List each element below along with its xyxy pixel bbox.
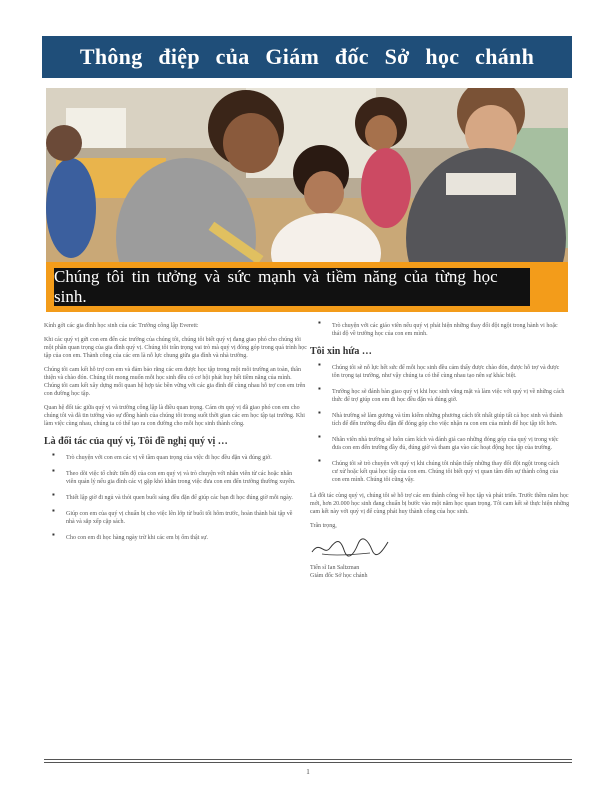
list-item [310,318,572,338]
list-item-text: Giúp con em của quý vị chuẩn bị cho việc lên lớp từ buổi tối hôm trước, hoàn thành bài tập về nhà và sắp xếp cặp sách. [66,511,293,525]
promise-list [310,360,572,484]
list-item [44,490,308,502]
list-item [310,432,572,452]
partner-list-continued [310,318,572,338]
list-item [310,456,572,484]
bullet-icon: ▪ [52,506,55,515]
greeting: Kính gởi các gia đình học sinh của các Trường công lập Everett: [44,323,199,329]
photo-caption: Chúng tôi tin tưởng và sức mạnh và tiềm năng của từng học sinh. [54,267,498,306]
list-item [44,506,308,526]
bullet-icon: ▪ [318,318,321,327]
bullet-icon: ▪ [318,432,321,441]
list-item [310,360,572,380]
closing-paragraph: Là đối tác cùng quý vị, chúng tôi sẽ hỗ trợ các em thành công về học tập và phát triển. Trước thềm năm học mới, hơn 20.000 học sinh đang chuẩn bị bước vào một năm học quan trọng. Tôi cam kết sẽ thực hiện những cam kết này với quý vị để cùng phát huy thành công của học sinh. [310,493,570,515]
paragraph: Chúng tôi cam kết hỗ trợ con em và đảm bảo rằng các em được học tập trong một môi trường an toàn, thân thiện và chào đón. Chúng tôi mong muốn mỗi học sinh đều có cơ hội phát huy hết tiềm năng của mình. Chúng tôi cam kết xây dựng mối quan hệ hợp tác bền vững với các gia đình để cùng nhau hỗ trợ con em trên con đường học tập. [44,367,306,397]
bullet-icon: ▪ [52,490,55,499]
list-item-text: Nhân viên nhà trường sẽ luôn cảm kích và đánh giá cao những đóng góp của quý vị trong việc đưa con em đến trường đầy đủ, đúng giờ và tham gia vào các hoạt động học tập của trường. [332,437,559,451]
footer-divider [44,759,572,760]
signature-block [310,522,572,580]
list-item-text: Chúng tôi sẽ nỗ lực hết sức để mỗi học sinh đều cảm thấy được chào đón, được hỗ trợ và được tôn trọng tại trường, như vậy chúng ta có thể cùng nhau tạo nên sự khác biệt. [332,365,560,379]
signer-name: Tiến sĩ Ian Saltzman [310,565,360,571]
list-item-text: Nhà trường sẽ làm gương và tìm kiếm những phương cách tốt nhất giúp tất cả học sinh và thành tích để đến trường đều đặn để đóng góp cho việc nhận ra con em của mình để học tập tốt hơn. [332,413,563,427]
list-item-text: Thiết lập giờ đi ngủ và thói quen buổi sáng đều đặn để giúp các bạn đi học đúng giờ mỗi ngày. [66,495,293,501]
bullet-icon: ▪ [52,450,55,459]
list-item [44,450,308,462]
partner-heading: Là đối tác của quý vị, Tôi đề nghị quý vị … [44,436,228,447]
page-number: 1 [306,768,310,776]
list-item-text: Trò chuyện với con em các vị về tầm quan trọng của việc đi học đều đặn và đúng giờ. [66,455,272,461]
title-banner [42,36,572,78]
right-column [310,318,572,580]
bullet-icon: ▪ [318,408,321,417]
list-item [310,408,572,428]
page-title: Thông điệp của Giám đốc Sở học chánh [79,44,535,69]
paragraph: Khi các quý vị gửi con em đến các trường của chúng tôi, chúng tôi biết quý vị đang giao phó cho chúng tôi một phần quan trọng của gia đình quý vị. Chúng tôi trân trọng vai trò mà quý vị đóng góp trong quá trình học tập của con em. Thành công của các em là nỗ lực chung giữa gia đình và nhà trường. [44,337,307,359]
handwritten-signature [310,534,390,560]
list-item-text: Trường học sẽ đánh bàn giao quý vị khi học sinh vắng mặt và làm việc với quý vị về những cách thức để trợ giúp con em đi học đều đặn và đúng giờ. [332,389,565,403]
bullet-icon: ▪ [52,466,55,475]
signer-title: Giám đốc Sở học chánh [310,573,368,579]
bullet-icon: ▪ [318,456,321,465]
regards: Trân trọng, [310,523,337,529]
promise-heading: Tôi xin hứa … [310,346,372,357]
list-item [44,466,308,486]
left-column [44,322,308,550]
list-item-text: Chúng tôi sẽ trò chuyện với quý vị khi chúng tôi nhận thấy những thay đổi đột ngột trong cách cư xử hoặc kết quả học tập của con em. Chúng tôi biết quý vị quan tâm đến sự thành công của con em mình. Chúng tôi cũng vậy. [332,461,560,483]
partner-list [44,450,308,542]
list-item [44,530,308,542]
list-item-text: Cho con em đi học hàng ngày trừ khi các em bị ốm thật sự. [66,535,208,541]
list-item [310,384,572,404]
list-item-text: Trò chuyện với các giáo viên nếu quý vị phát hiện những thay đổi đột ngột trong hành vi hoặc thái độ về trường học của con em mình. [332,323,558,337]
bullet-icon: ▪ [52,530,55,539]
footer-divider [44,762,572,763]
paragraph: Quan hệ đối tác giữa quý vị và trường công lập là điều quan trọng. Cám ơn quý vị đã giao phó con em cho chúng tôi và đã tin tưởng vào sự đồng hành của chúng tôi trong suốt thời gian các em học tập tại trường. Khi làm việc cùng nhau, chúng ta có thể tạo ra con đường cho mỗi học sinh thành công. [44,405,305,427]
bullet-icon: ▪ [318,360,321,369]
bullet-icon: ▪ [318,384,321,393]
list-item-text: Theo dõi việc tổ chức tiến độ của con em quý vị và trò chuyện với nhân viên từ các hoặc nhân viên quản lý nếu gia đình các vị gặp khó khăn trong việc đưa con em đến trường thường xuyên. [66,471,296,485]
caption-box [54,268,530,306]
